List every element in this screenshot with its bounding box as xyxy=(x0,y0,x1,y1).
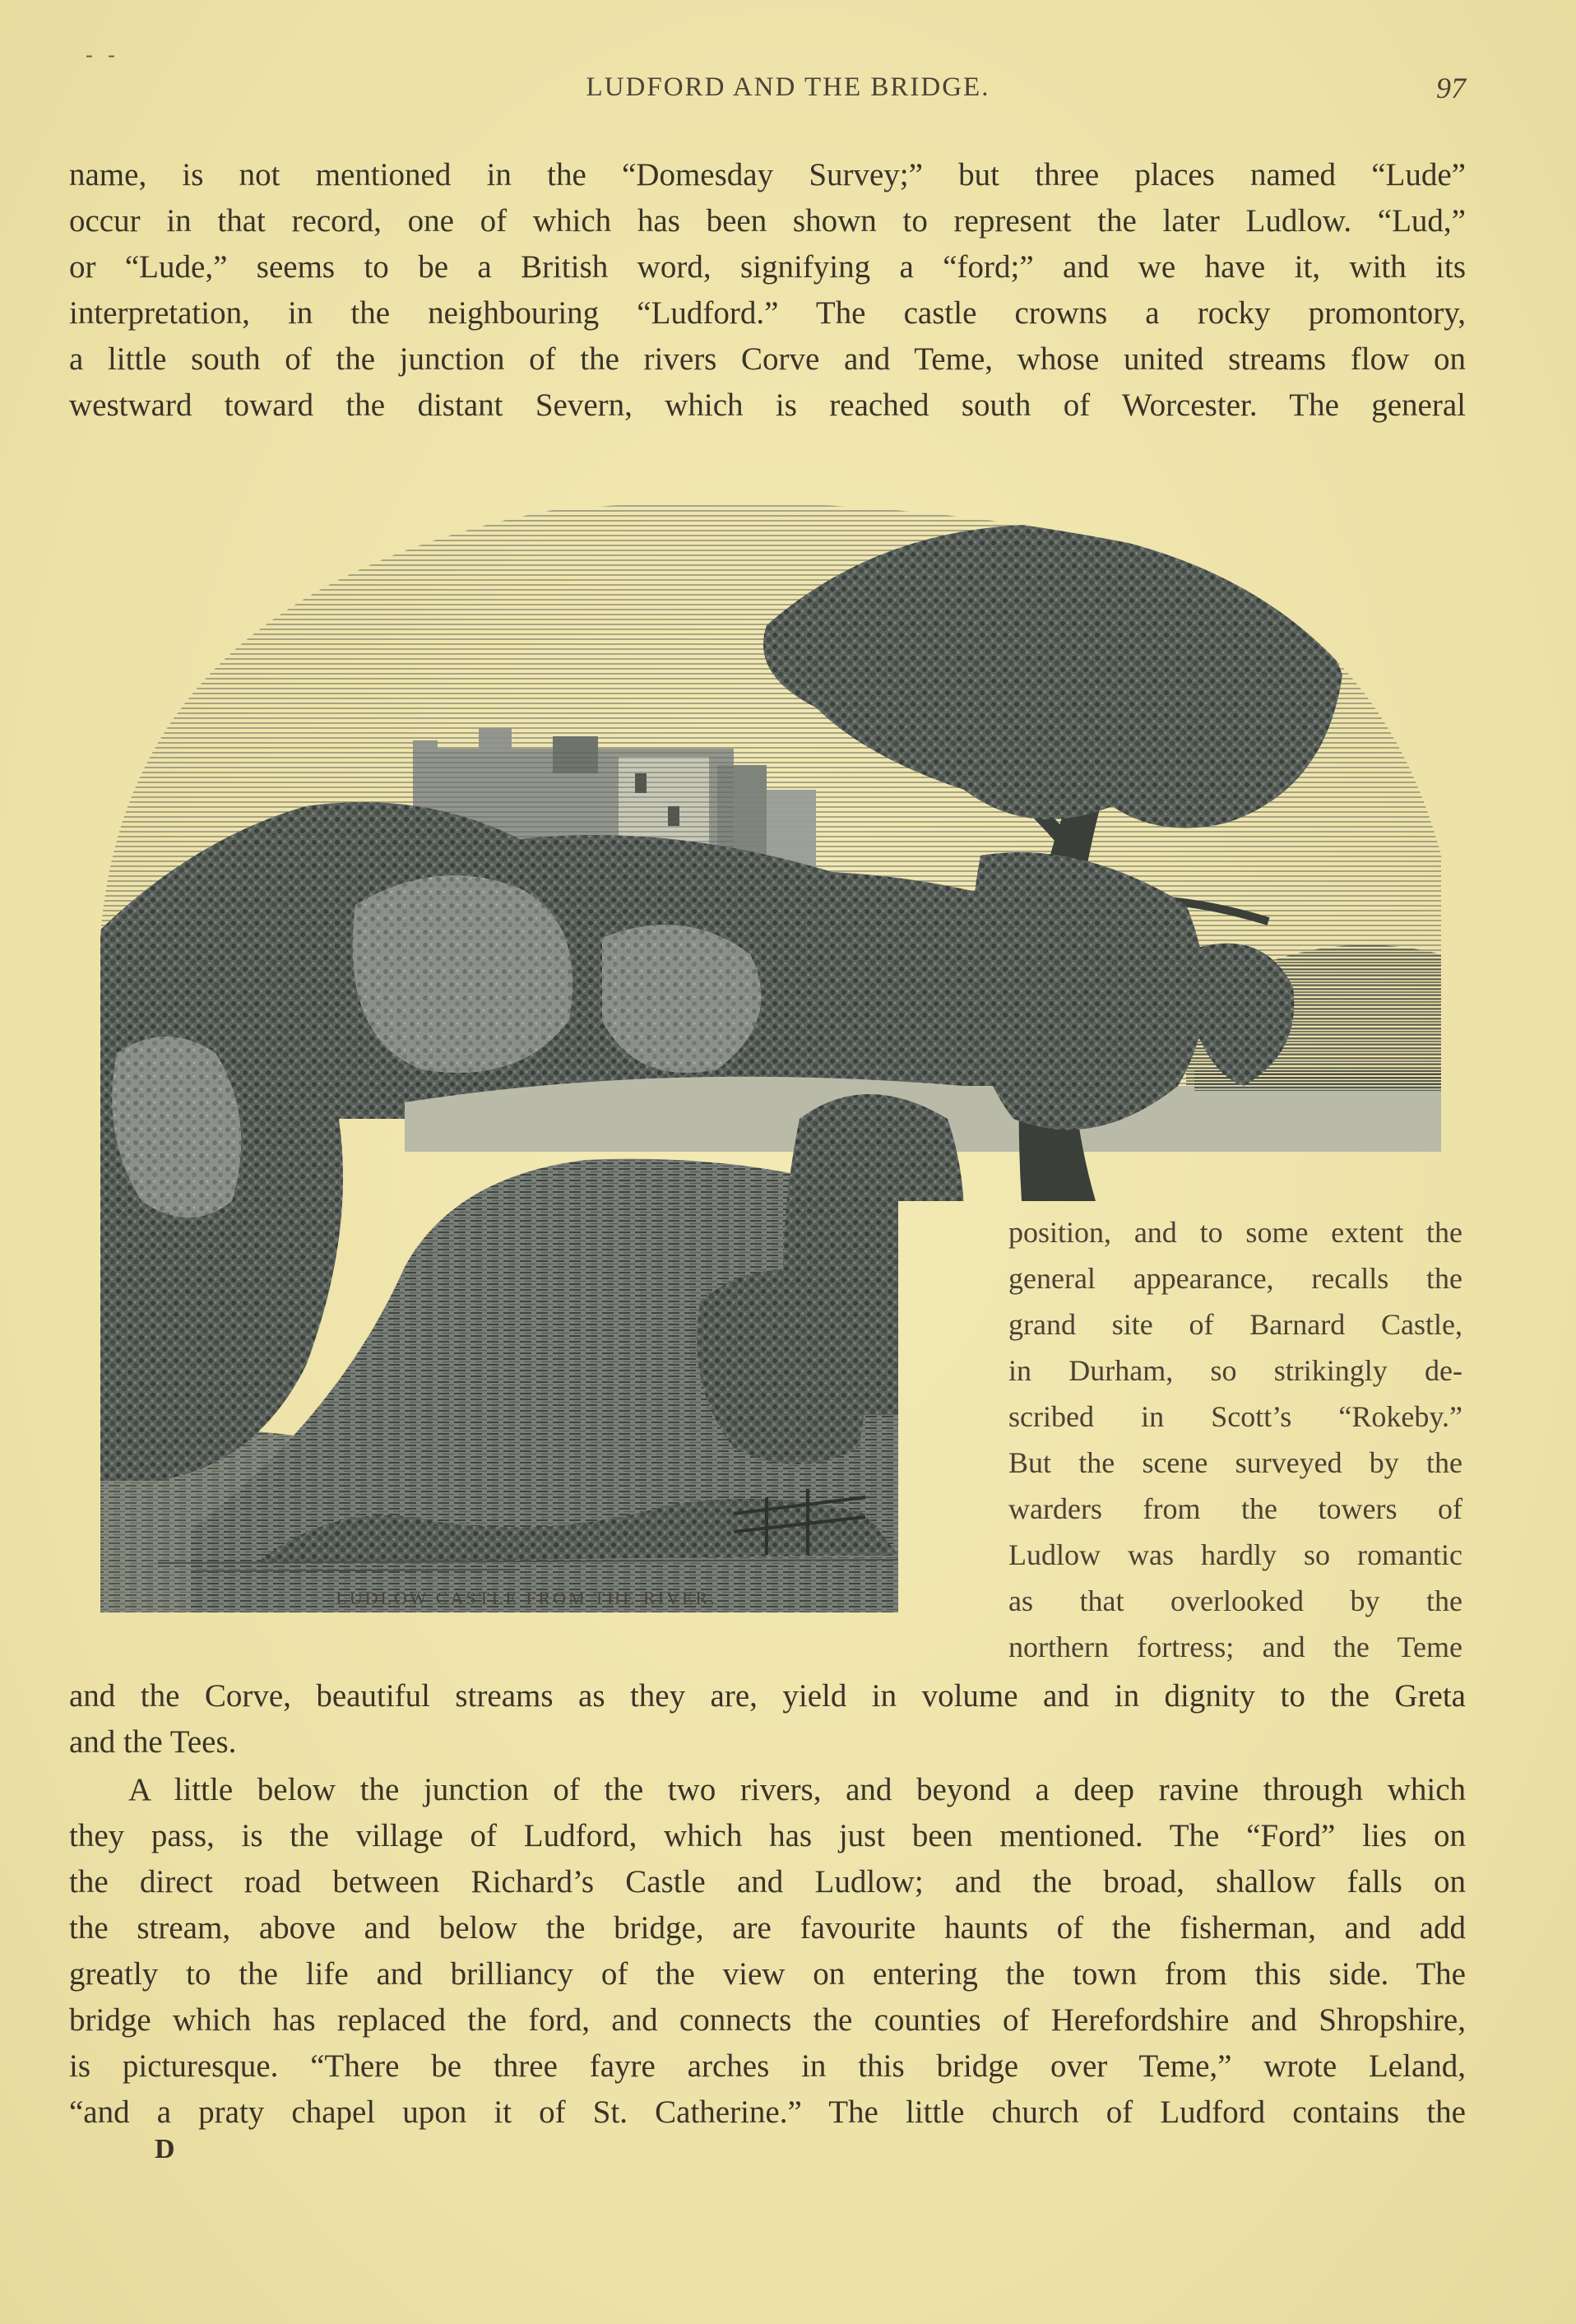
text-line: in Durham, so strikingly de- xyxy=(1008,1354,1462,1387)
text-line: northern fortress; and the Teme xyxy=(1008,1631,1462,1663)
running-title: LUDFORD AND THE BRIDGE. xyxy=(586,72,990,102)
text-line: warders from the towers of xyxy=(1008,1492,1462,1525)
text-line: and the Tees. xyxy=(69,1724,237,1760)
page-header xyxy=(0,43,1576,114)
text-line: greatly to the life and brilliancy of the view on entering the town from this side. The xyxy=(69,1956,1466,1992)
text-line: as that overlooked by the xyxy=(1008,1584,1462,1617)
text-line: a little south of the junction of the rivers Corve and Teme, whose united streams flow on xyxy=(69,341,1466,377)
text-line: “and a praty chapel upon it of St. Catherine.” The little church of Ludford contains the xyxy=(69,2094,1466,2130)
text-line: name, is not mentioned in the “Domesday Survey;” but three places named “Lude” xyxy=(69,157,1466,193)
text-line: interpretation, in the neighbouring “Ludford.” The castle crowns a rocky promontory, xyxy=(69,295,1466,331)
text-line: is picturesque. “There be three fayre arches in this bridge over Teme,” wrote Leland, xyxy=(69,2048,1466,2084)
illustration-caption: LUDLOW CASTLE FROM THE RIVER. xyxy=(336,1588,717,1608)
text-line: the direct road between Richard’s Castle and Ludlow; and the broad, shallow falls on xyxy=(69,1864,1466,1900)
signature-mark: D xyxy=(155,2134,175,2164)
text-line: westward toward the distant Severn, which is reached south of Worcester. The general xyxy=(69,387,1466,423)
text-line: grand site of Barnard Castle, xyxy=(1008,1308,1462,1341)
text-line: general appearance, recalls the xyxy=(1008,1262,1462,1295)
text-line: But the scene surveyed by the xyxy=(1008,1446,1462,1479)
text-line: the stream, above and below the bridge, are favourite haunts of the fisherman, and add xyxy=(69,1910,1466,1946)
page-number: 97 xyxy=(1436,72,1466,104)
text-line: scribed in Scott’s “Rokeby.” xyxy=(1008,1400,1462,1433)
corner-mark: - - xyxy=(86,43,120,67)
text-line: bridge which has replaced the ford, and connects the counties of Herefordshire and Shropshire, xyxy=(69,2002,1466,2038)
text-line: A little below the junction of the two rivers, and beyond a deep ravine through which xyxy=(128,1772,1466,1807)
text-line: Ludlow was hardly so romantic xyxy=(1008,1538,1462,1571)
text-line: and the Corve, beautiful streams as they are, yield in volume and in dignity to the Greta xyxy=(69,1678,1466,1714)
text-line: or “Lude,” seems to be a British word, signifying a “ford;” and we have it, with its xyxy=(69,249,1466,285)
text-line: position, and to some extent the xyxy=(1008,1216,1462,1249)
text-line: occur in that record, one of which has been shown to represent the later Ludlow. “Lud,” xyxy=(69,203,1466,239)
text-line: they pass, is the village of Ludford, which has just been mentioned. The “Ford” lies on xyxy=(69,1818,1466,1853)
